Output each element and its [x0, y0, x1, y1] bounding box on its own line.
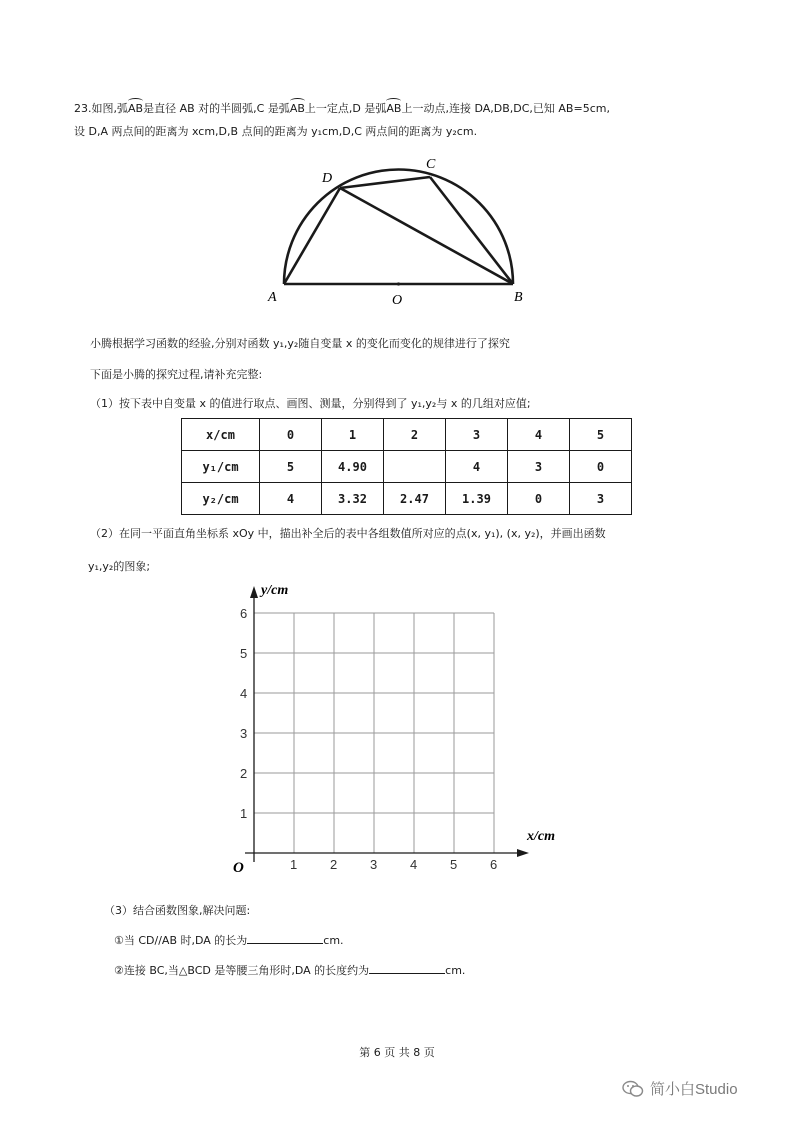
segment-db — [340, 188, 513, 284]
sub-question-1 — [114, 932, 344, 948]
y-tick-label: 4 — [240, 686, 248, 701]
answer-blank-1[interactable] — [247, 933, 323, 944]
part-3-instruction: （3）结合函数图象,解决问题: — [104, 904, 251, 917]
part-2-instruction-cont: y₁,y₂的图象; — [88, 560, 151, 573]
grid-lines — [254, 613, 494, 853]
segment-da — [284, 188, 340, 284]
x-tick-label: 5 — [450, 857, 458, 872]
table-cell: 0 — [260, 419, 322, 451]
intro-line-2: 下面是小腾的探究过程,请补充完整: — [90, 368, 263, 381]
y-tick-label: 6 — [240, 606, 248, 621]
origin-label: O — [233, 860, 244, 876]
table-row — [182, 451, 632, 483]
sub-question-2 — [114, 962, 465, 978]
x-tick-label: 3 — [370, 857, 378, 872]
question-text: 上一定点,D 是弧 — [304, 102, 387, 115]
semicircle-figure — [262, 150, 542, 310]
table-cell: 4 — [260, 483, 322, 515]
watermark — [622, 1078, 738, 1099]
table-cell: 3 — [570, 483, 632, 515]
y-axis-arrow — [250, 586, 258, 598]
table-cell: 4 — [508, 419, 570, 451]
question-line-1 — [74, 100, 610, 116]
question-text: 上一动点,连接 DA,DB,DC,已知 AB=5cm, — [401, 102, 610, 115]
x-axis-label: x/cm — [527, 829, 555, 844]
x-tick-label: 4 — [410, 857, 418, 872]
table-cell: 2.47 — [384, 483, 446, 515]
question-text: 23.如图,弧 — [74, 102, 128, 115]
watermark-text: 简小白Studio — [650, 1081, 738, 1098]
table-cell: x/cm — [182, 419, 260, 451]
y-tick-label: 2 — [240, 766, 248, 781]
arc-ab-label: AB — [289, 102, 305, 115]
y-tick-label: 5 — [240, 646, 248, 661]
x-axis-arrow — [517, 849, 529, 857]
center-point — [397, 282, 400, 285]
arc-ab-label: AB — [386, 102, 402, 115]
page-footer: 第 6 页 共 8 页 — [359, 1046, 435, 1059]
table-cell: 3.32 — [322, 483, 384, 515]
table-cell: 5 — [260, 451, 322, 483]
x-tick-label: 2 — [330, 857, 338, 872]
table-row — [182, 419, 632, 451]
table-cell: 3 — [446, 419, 508, 451]
label-a: A — [268, 290, 277, 305]
coordinate-grid[interactable] — [225, 580, 575, 880]
table-cell: y₁/cm — [182, 451, 260, 483]
blank-cell[interactable] — [384, 451, 446, 483]
x-tick-label: 1 — [290, 857, 298, 872]
table-cell: 5 — [570, 419, 632, 451]
answer-blank-2[interactable] — [369, 963, 445, 974]
label-o: O — [392, 293, 403, 308]
label-c: C — [426, 157, 436, 172]
y-tick-label: 3 — [240, 726, 248, 741]
label-d: D — [322, 171, 333, 186]
y-tick-label: 1 — [240, 806, 248, 821]
part-2-instruction: （2）在同一平面直角坐标系 xOy 中，描出补全后的表中各组数值所对应的点(x, y₁), (x, y₂)，并画出函数 — [90, 527, 606, 540]
table-cell: y₂/cm — [182, 483, 260, 515]
table-cell: 1 — [322, 419, 384, 451]
sub-question-1-text: ①当 CD//AB 时,DA 的长为 — [114, 934, 248, 947]
unit-text: cm. — [323, 934, 344, 947]
unit-text: cm. — [445, 964, 466, 977]
part-1-instruction: （1）按下表中自变量 x 的值进行取点、画图、测量，分别得到了 y₁,y₂与 x 的几组对应值; — [90, 397, 531, 410]
intro-line-1: 小腾根据学习函数的经验,分别对函数 y₁,y₂随自变量 x 的变化而变化的规律进行了探究 — [90, 337, 510, 350]
arc-ab-label: AB — [128, 102, 144, 115]
question-text: 是直径 AB 对的半圆弧,C 是弧 — [143, 102, 290, 115]
table-cell: 1.39 — [446, 483, 508, 515]
table-cell: 0 — [570, 451, 632, 483]
table-cell: 4.90 — [322, 451, 384, 483]
table-cell: 2 — [384, 419, 446, 451]
table-row — [182, 483, 632, 515]
x-tick-label: 6 — [490, 857, 498, 872]
table-cell: 3 — [508, 451, 570, 483]
label-b: B — [514, 290, 523, 305]
table-cell: 0 — [508, 483, 570, 515]
sub-question-2-text: ②连接 BC,当△BCD 是等腰三角形时,DA 的长度约为 — [114, 964, 370, 977]
wechat-icon — [622, 1080, 644, 1098]
table-cell: 4 — [446, 451, 508, 483]
y-axis-label: y/cm — [261, 583, 289, 598]
value-table — [181, 418, 632, 515]
question-line-2: 设 D,A 两点间的距离为 xcm,D,B 点间的距离为 y₁cm,D,C 两点间的距离为 y₂cm. — [74, 125, 478, 138]
